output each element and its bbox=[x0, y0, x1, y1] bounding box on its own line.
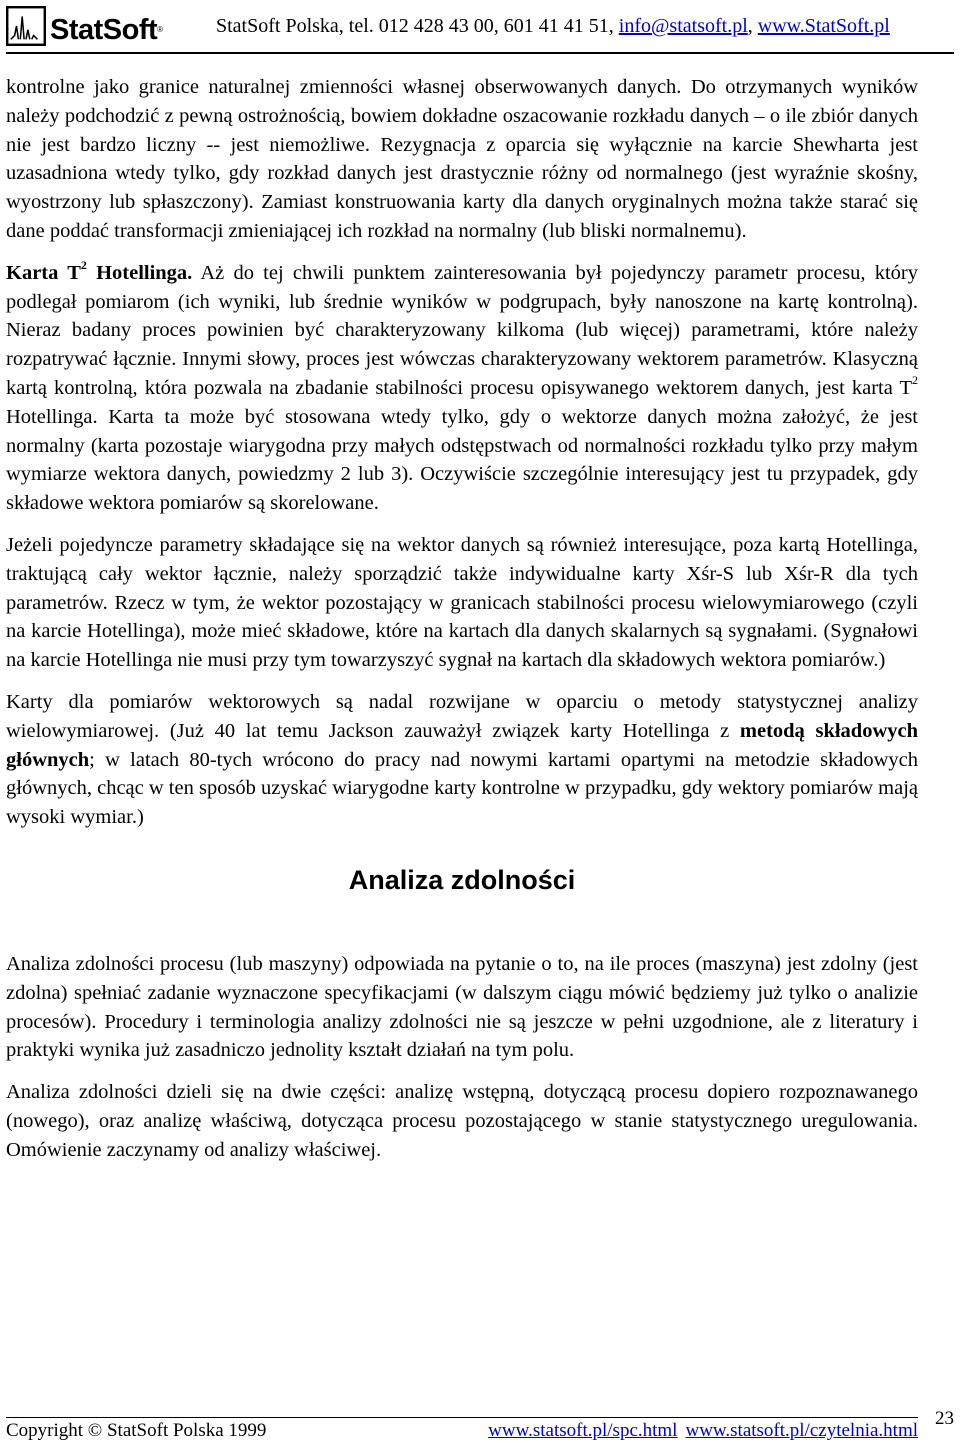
principal-components-term: metodą składowych głównych bbox=[6, 719, 918, 771]
hotelling-heading-sup: 2 bbox=[80, 257, 87, 272]
paragraph-capability-intro: Analiza zdolności procesu (lub maszyny) odpowiada na pytanie o to, na ile proces (maszyna) jest zdolny (jest zdolna) spełniać zadanie wyznaczone specyfikacjami (w dalszym ciągu mówić będziemy już tylko o analizie procesów). Procedury i terminologia analizy zdolności nie są jeszcze w pełni uzgodnione, ale z literatury i praktyki wynika już zasadniczo jednolity kształt działań na tym polu. bbox=[6, 952, 918, 1062]
page-number: 23 bbox=[935, 1408, 954, 1429]
paragraph-hotelling bbox=[6, 259, 918, 518]
header-contact-text: StatSoft Polska, tel. 012 428 43 00, 601 41 41 51, bbox=[216, 15, 619, 37]
hotelling-heading-a: Karta T bbox=[6, 261, 81, 284]
hotelling-text-sup: 2 bbox=[912, 373, 918, 388]
hotelling-heading bbox=[6, 257, 193, 284]
logo-chart-icon bbox=[6, 6, 46, 46]
footer-copyright: Copyright © StatSoft Polska 1999 bbox=[6, 1420, 267, 1441]
paragraph-individual-charts: Jeżeli pojedyncze parametry składające się na wektor danych są również interesujące, poza kartą Hotellinga, traktującą cały wektor łącznie, należy sporządzić także indywidualne karty Xśr-S lub Xśr-R dla tych parametrów. Rzecz w tym, że wektor pozostający w granicach stabilności procesu wielowymiarowego (czyli na karcie Hotellinga), może mieć składowe, które na kartach dla danych skalarnych są sygnałami. (Sygnałowi na karcie Hotellinga nie musi przy tym towarzyszyć sygnał na kartach dla składowych wektora pomiarów.) bbox=[6, 533, 918, 672]
header-email-link[interactable]: info@statsoft.pl bbox=[618, 15, 748, 37]
vector-text-b: ; w latach 80-tych wrócono do pracy nad nowymi kartami opartymi na metodzie składowych głównych, chcąc w ten sposób uzyskać wiarygodne karty kontrolne w przypadku, gdy wektory pomiarów mają wysoki wymiar.) bbox=[6, 748, 918, 829]
hotelling-text-a: Aż do tej chwili punktem zainteresowania był pojedynczy parametr procesu, który podlegał pomiarom (ich wyniki, lub średnie wyników w podgrupach, były nanoszone na kartę kontrolną). Nieraz badany proces powinien być charakteryzowany kilkoma (lub więcej) parametrami, które należy rozpatrywać łącznie. Innymi słowy, proces jest wówczas charakteryzowany wektorem parametrów. Klasyczną kartą kontrolną, która pozwala na zbadanie stabilności procesu opisywanego wektorem danych, jest karta T bbox=[6, 261, 918, 399]
document-body bbox=[6, 73, 918, 1165]
footer-czytelnia-link[interactable]: www.statsoft.pl/czytelnia.html bbox=[685, 1420, 918, 1441]
footer-spc-link[interactable]: www.statsoft.pl/spc.html bbox=[488, 1420, 678, 1441]
statsoft-logo bbox=[6, 4, 206, 48]
header-contact bbox=[216, 12, 954, 40]
header-separator: , bbox=[747, 15, 758, 37]
page-header bbox=[6, 0, 954, 52]
vector-text-a: Karty dla pomiarów wektorowych są nadal rozwijane w oparciu o metody statystycznej analizy wielowymiarowej. (Już 40 lat temu Jackson zauważył związek karty Hotellinga z bbox=[6, 690, 918, 742]
section-heading: Analiza zdolności bbox=[348, 864, 576, 895]
paragraph-vector-charts bbox=[6, 688, 918, 832]
registered-mark-icon: ® bbox=[157, 25, 163, 34]
header-website-link[interactable]: www.StatSoft.pl bbox=[757, 15, 890, 37]
hotelling-heading-b: Hotellinga. bbox=[86, 261, 193, 284]
footer-links bbox=[480, 1419, 918, 1443]
hotelling-text-b: Hotellinga. Karta ta może być stosowana wtedy tylko, gdy o wektorze danych można założyć, że jest normalny (karta pozostaje wiarygodna przy małych odstępstwach od normalności rozkładu tylko przy małym wymiarze wektora danych, powiedzmy 2 lub 3). Oczywiście szczególnie interesujący jest tu przypadek, gdy składowe wektora pomiarów są skorelowane. bbox=[6, 405, 918, 515]
header-divider bbox=[6, 52, 954, 54]
paragraph-intro: kontrolne jako granice naturalnej zmienności własnej obserwowanych danych. Do otrzymanych wyników należy podchodzić z pewną ostrożnością, bowiem dokładne oszacowanie rozkładu danych – o ile zbiór danych nie jest bardzo liczny -- jest niemożliwe. Rezygnacja z oparcia się wyłącznie na karcie Shewharta jest uzasadniona wtedy tylko, gdy rozkład danych jest drastycznie różny od normalnego (jest wyraźnie skośny, wyostrzony lub spłaszczony). Zamiast konstruowania karty dla danych oryginalnych można także starać się dane poddać transformacji zmieniającej ich rozkład na normalny (lub bliski normalnemu). bbox=[6, 76, 918, 242]
footer-divider bbox=[6, 1417, 918, 1418]
paragraph-capability-parts: Analiza zdolności dzieli się na dwie części: analizę wstępną, dotyczącą procesu dopiero rozpoznawanego (nowego), oraz analizę właściwą, dotycząca procesu pozostającego w stanie statystycznego uregulowania. Omówienie zaczynamy od analizy właściwej. bbox=[6, 1081, 918, 1161]
logo-wordmark: StatSoft bbox=[50, 14, 158, 46]
page-footer bbox=[6, 1408, 954, 1443]
